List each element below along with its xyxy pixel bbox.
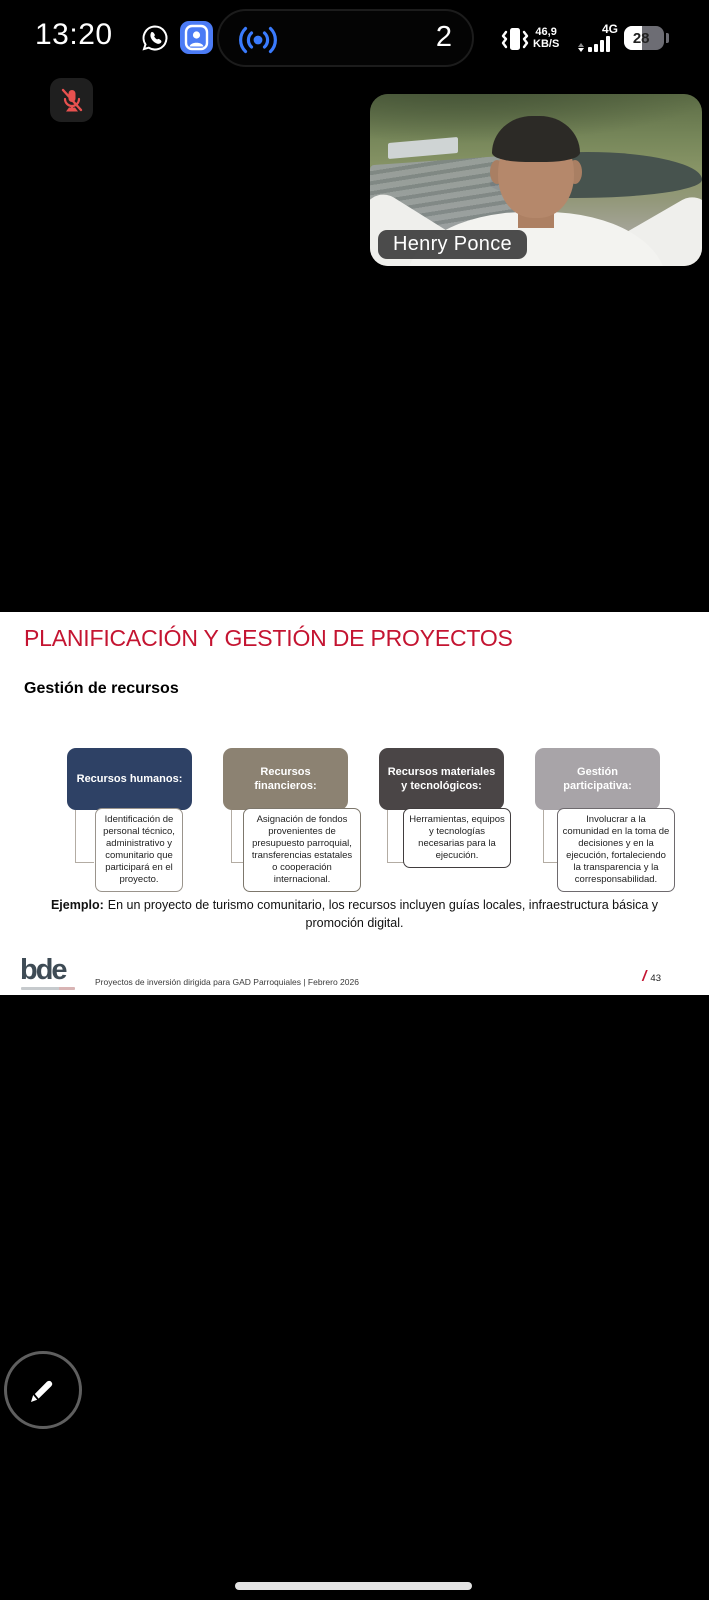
network-speed-value: 46,9 [535, 26, 557, 38]
resource-column-humanos [67, 748, 223, 898]
signal-indicator [578, 24, 620, 54]
resource-header: Recursos financieros: [223, 748, 348, 810]
network-speed-unit: KB/S [533, 38, 560, 50]
annotate-button[interactable] [4, 1351, 82, 1429]
resource-header: Recursos materiales y tecnológicos: [379, 748, 504, 810]
resource-column-financieros [223, 748, 379, 898]
bde-tagline-mark [21, 987, 75, 990]
notification-count: 2 [435, 21, 452, 53]
network-type-label: 4G [601, 22, 618, 36]
battery-nub [666, 33, 669, 43]
participant-name-tag: Henry Ponce [378, 230, 527, 259]
example-paragraph [30, 896, 679, 932]
signal-bars-icon [588, 36, 610, 52]
status-bar [0, 0, 709, 76]
connector-line [75, 810, 94, 863]
battery-icon [624, 26, 664, 50]
page-indicator [642, 969, 661, 984]
resource-columns [67, 748, 670, 898]
whatsapp-icon [140, 23, 170, 58]
live-broadcast-icon [237, 22, 279, 63]
network-speed [533, 26, 559, 50]
resource-description: Involucrar a la comunidad en la toma de decisiones y en la ejecución, fortaleciendo la transparencia y la corresponsabilidad. [557, 808, 675, 892]
participant-video-tile[interactable] [370, 94, 702, 266]
page-number: 43 [650, 972, 661, 984]
bde-logo: bde [20, 954, 66, 986]
mic-off-icon [58, 86, 86, 114]
resource-column-materiales [379, 748, 535, 898]
footer-caption: Proyectos de inversión dirigida para GAD Parroquiales | Febrero 2026 [95, 977, 359, 987]
example-label: Ejemplo: [50, 898, 104, 912]
data-arrows-icon [578, 43, 585, 52]
resource-description: Asignación de fondos provenientes de presupuesto parroquial, transferencias estatales o cooperación internacional. [243, 808, 361, 892]
slide-title: PLANIFICACIÓN Y GESTIÓN DE PROYECTOS [24, 625, 513, 651]
page-slash: / [642, 968, 647, 985]
resource-description: Identificación de personal técnico, administrativo y comunitario que participará en el proyecto. [95, 808, 183, 892]
clock: 13:20 [35, 18, 113, 51]
resource-header: Recursos humanos: [67, 748, 192, 810]
mic-muted-button[interactable] [50, 78, 93, 122]
resource-column-participativa [535, 748, 691, 898]
resource-description: Herramientas, equipos y tecnologías necesarias para la ejecución. [403, 808, 511, 868]
slide-subtitle: Gestión de recursos [24, 680, 179, 697]
resource-header: Gestión participativa: [535, 748, 660, 810]
contact-notification-icon [180, 21, 213, 54]
battery-percent: 28 [632, 29, 650, 47]
screen-share-slide[interactable] [0, 612, 709, 995]
recording-pill[interactable] [217, 9, 474, 67]
home-indicator[interactable] [235, 1582, 472, 1590]
example-text: En un proyecto de turismo comunitario, los recursos incluyen guías locales, infraestructura básica y promoción digital. [107, 898, 659, 931]
vibrate-mode-icon [500, 25, 530, 58]
pencil-icon [23, 1370, 63, 1410]
